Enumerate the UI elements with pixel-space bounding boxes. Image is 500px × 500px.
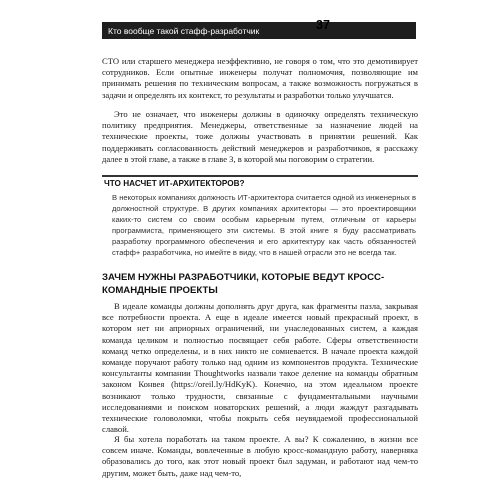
running-header <box>102 22 416 39</box>
sidebar-body: В некоторых компаниях должность ИТ-архитектора считается одной из инженерных в должностной структуре. В других компаниях архитекторы — это проектировщики каких-то систем со своим особым карьерным путем, отличным от карьеры программиста, применяющего эти системы. В этой книге я буду рассматривать разработку программного обеспечения и его архитектуру как часть обязанностей стафф+ разработчика, но имейте в виду, что в нашей отрасли это не всегда так. <box>112 193 416 258</box>
sidebar-rule <box>102 175 418 177</box>
paragraph-4: Я бы хотела поработать на таком проекте. А вы? К сожалению, в жизни все совсем иначе. Команды, вовлеченные в любую кросс-командную работу, наверняка образовались до того, как этот новый проект был задуман, и работают над чем-то другим, может быть, даже над чем-то, <box>102 434 418 478</box>
sidebar-title: ЧТО НАСЧЕТ ИТ-АРХИТЕКТОРОВ? <box>104 179 245 188</box>
paragraph-1: СТО или старшего менеджера неэффективно, не говоря о том, что это демотивирует сотрудников. Если опытные инженеры получат полномочия, позволяющие им принимать решения по техническим вопросам, а также возможность погружаться в задачи и определять их контекст, то результаты и разработки только улучшатся. <box>102 56 418 100</box>
running-header-title: Кто вообще такой стафф-разработчик <box>108 26 260 36</box>
page-number: 37 <box>316 18 330 32</box>
paragraph-3: В идеале команды должны дополнять друг друга, как фрагменты пазла, закрывая все потребности проекта. А еще в идеале имеется новый прекрасный проект, в котором нет ни априорных ограничений, ни унаследованных систем, а каждая команда целиком и полностью посвящает себя работе. Сферы ответственности команд четко определены, и в них никто не сомневается. В начале проекта каждой команде поручают работу только над одним из компонентов продукта. Технические консультанты компании Thoughtworks назвали такое деление на команды обратным законом Конвея (https://oreil.ly/HdKyK). Конечно, на этом идеальном проекте возникают только трудности, связанные с фундаментальными научными исследованиями и поиском новаторских решений, а люди жаждут разгадывать технические головоломки, чтобы покрыть себя неувядаемой профессиональной славой. <box>102 301 418 435</box>
section-heading: ЗАЧЕМ НУЖНЫ РАЗРАБОТЧИКИ, КОТОРЫЕ ВЕДУТ КРОСС-КОМАНДНЫЕ ПРОЕКТЫ <box>102 272 385 296</box>
paragraph-2: Это не означает, что инженеры должны в одиночку определять техническую политику предприятия. Менеджеры, ответственные за назначение людей на технические проекты, тоже должны участвовать в принятии решений. Как поддерживать согласованность действий менеджеров и разработчиков, я расскажу далее в этой главе, а также в главе 3, в которой мы поговорим о стратегии. <box>102 109 418 164</box>
